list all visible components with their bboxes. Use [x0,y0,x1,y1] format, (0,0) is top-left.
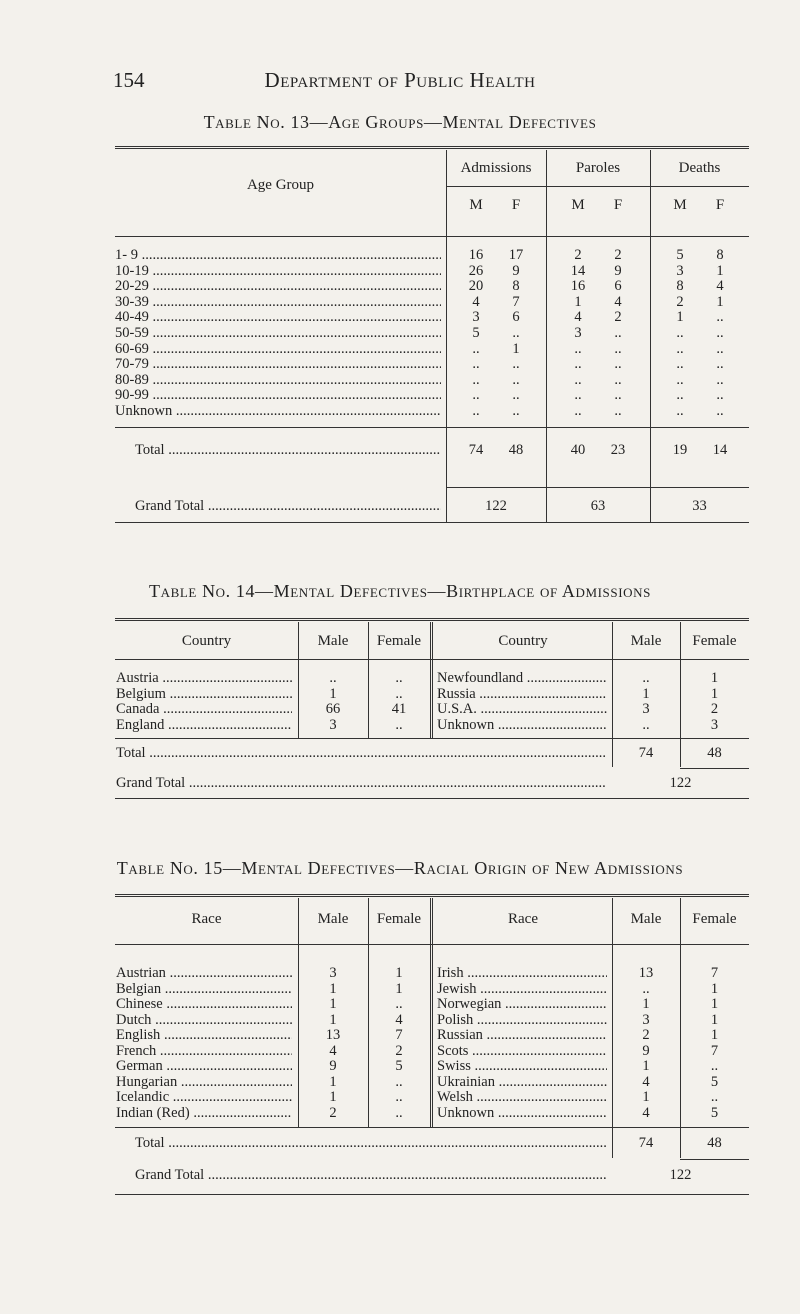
female-cell: .. [395,1073,403,1090]
table-14-grand-total-label: Grand Total ..... [116,775,606,791]
paroles-m-cell: 4 [574,309,582,326]
deaths-m-cell: .. [676,325,684,341]
deaths-m-cell: 8 [676,278,684,295]
deaths-f-cell: .. [716,356,724,373]
paroles-f-cell: 4 [614,293,622,310]
female-cell: .. [395,1104,403,1121]
race-label: Russian ..... [437,1027,607,1043]
country-label: England ..... [116,717,292,733]
female-cell: .. [710,1058,719,1074]
paroles-f-cell: 2 [614,247,622,263]
female-cell: 1 [710,996,719,1012]
age-group-label: Unknown ..... [115,403,441,419]
table-13-total-label: Total ..... [135,442,441,458]
male-cell: 1 [642,1089,650,1105]
deaths-f-cell: .. [716,340,724,357]
race-label: Chinese ..... [116,996,292,1012]
paroles-m-cell: .. [574,371,582,388]
age-group-header: Age Group [246,177,315,193]
total-deaths-f: 14 [712,442,728,458]
male-cell: 1 [329,1089,337,1105]
male-cell: 3 [329,965,337,981]
table-14-total-label: Total ..... [116,745,606,761]
male-cell: 13 [325,1027,341,1043]
deaths-m-cell: .. [676,403,684,419]
male-cell: .. [642,716,650,733]
paroles-f-cell: 9 [614,262,622,279]
male-cell: 3 [642,701,650,718]
admissions-f-cell: .. [512,403,520,419]
admissions-m-cell: .. [472,340,480,357]
admissions-f-cell: 8 [512,278,520,295]
admissions-f-cell: 9 [512,262,520,279]
age-group-label: 90-99 ..... [115,387,441,403]
deaths-m-cell: .. [676,371,684,388]
age-group-label: 40-49 ..... [115,309,441,325]
female-header-left: Female [376,633,422,649]
total-paroles-f: 23 [610,442,626,458]
age-group-label: 70-79 ..... [115,356,441,372]
admissions-m-cell: 5 [472,325,480,341]
paroles-f-cell: .. [614,403,622,419]
female-cell: 5 [710,1104,719,1121]
deaths-f-cell: .. [716,371,724,388]
age-group-label: 60-69 ..... [115,341,441,357]
deaths-m-cell: 2 [676,293,684,310]
female-cell: .. [395,685,403,702]
deaths-f-header: F [715,197,725,213]
admissions-f-cell: 1 [512,340,520,357]
paroles-m-cell: .. [574,356,582,373]
female-cell: 41 [391,701,407,718]
admissions-m-cell: .. [472,387,480,404]
age-group-label: 80-89 ..... [115,372,441,388]
female-cell: 3 [710,716,719,733]
paroles-f-header: F [613,197,623,213]
admissions-m-cell: 16 [468,247,484,263]
female-cell: 5 [395,1058,403,1074]
paroles-m-cell: 14 [570,262,586,279]
male-cell: 1 [329,980,337,997]
total-paroles-m: 40 [570,442,586,458]
table-15-grand-total-value: 122 [669,1167,692,1183]
paroles-header: Paroles [575,160,621,176]
admissions-f-cell: .. [512,371,520,388]
country-label: Unknown ..... [437,717,607,733]
paroles-f-cell: .. [614,387,622,404]
deaths-f-cell: .. [716,325,724,341]
female-cell: 1 [710,1027,719,1043]
table-14-total-female: 48 [707,745,722,761]
race-label: Polish ..... [437,1012,607,1028]
deaths-header: Deaths [678,160,721,176]
country-label: Canada ..... [116,701,292,717]
male-cell: 1 [642,996,650,1012]
country-label: Newfoundland ..... [437,670,607,686]
male-cell: 2 [642,1027,650,1043]
country-header-right: Country [498,633,548,649]
race-label: German ..... [116,1058,292,1074]
female-cell: 4 [395,1011,403,1028]
table-15-total-female: 48 [707,1135,722,1151]
country-header-left: Country [181,633,232,649]
male-cell: 66 [325,701,341,718]
paroles-f-cell: .. [614,371,622,388]
grand-total-paroles: 63 [590,498,606,514]
total-deaths-m: 19 [672,442,688,458]
female-cell: 7 [710,965,719,981]
grand-total-deaths: 33 [692,498,707,514]
admissions-f-cell: 6 [512,309,520,326]
paroles-f-cell: .. [614,325,622,341]
table-13-grand-total-label: Grand Total ..... [135,498,441,514]
race-label: Indian (Red) ..... [116,1105,292,1121]
deaths-f-cell: .. [716,403,724,419]
male-cell: 4 [642,1104,650,1121]
male-header-left: Male [317,911,349,927]
deaths-m-cell: .. [676,387,684,404]
table-15-grand-total-label: Grand Total ..... [135,1167,606,1183]
deaths-m-cell: .. [676,340,684,357]
paroles-m-cell: .. [574,387,582,404]
female-cell: .. [710,1089,719,1105]
paroles-m-header: M [571,197,585,213]
race-header-left: Race [191,911,222,927]
country-label: Belgium ..... [116,686,292,702]
female-cell: 1 [395,965,403,981]
paroles-m-cell: 1 [574,293,582,310]
paroles-m-cell: 2 [574,247,582,263]
admissions-f-cell: .. [512,387,520,404]
table-14-total-male: 74 [638,745,654,761]
female-cell: 2 [395,1042,403,1059]
female-cell: .. [395,716,403,733]
paroles-m-cell: 16 [570,278,586,295]
admissions-m-header: M [469,197,483,213]
race-label: Jewish ..... [437,981,607,997]
running-head: Department of Public Health [264,68,536,92]
female-cell: 2 [710,701,719,718]
deaths-f-cell: 8 [716,247,724,263]
male-cell: 4 [642,1073,650,1090]
paroles-f-cell: 6 [614,278,622,295]
total-admissions-m: 74 [468,442,484,458]
male-cell: 9 [642,1042,650,1059]
admissions-f-cell: .. [512,356,520,373]
admissions-f-cell: 7 [512,293,520,310]
deaths-m-cell: 1 [676,309,684,326]
race-label: Austrian ..... [116,965,292,981]
female-cell: 1 [710,1011,719,1028]
deaths-m-cell: 3 [676,262,684,279]
race-label: French ..... [116,1043,292,1059]
race-label: Irish ..... [437,965,607,981]
paroles-f-cell: .. [614,356,622,373]
paroles-f-cell: .. [614,340,622,357]
paroles-m-cell: 3 [574,325,582,341]
male-cell: 1 [329,996,337,1012]
race-label: Belgian ..... [116,981,292,997]
admissions-f-header: F [511,197,521,213]
table-14-title: Table No. 14—Mental Defectives—Birthplace of Admissions [149,581,651,601]
male-cell: 3 [642,1011,650,1028]
admissions-m-cell: .. [472,371,480,388]
total-admissions-f: 48 [508,442,524,458]
race-label: Dutch ..... [116,1012,292,1028]
male-header-right: Male [630,911,662,927]
male-cell: 13 [638,965,654,981]
age-group-label: 20-29 ..... [115,278,441,294]
table-15-total-male: 74 [638,1135,654,1151]
female-cell: 1 [710,685,719,702]
country-label: Russia ..... [437,686,607,702]
race-label: Icelandic ..... [116,1089,292,1105]
male-cell: 3 [329,716,337,733]
male-cell: 2 [329,1104,337,1121]
race-label: Hungarian ..... [116,1074,292,1090]
deaths-f-cell: 1 [716,262,724,279]
male-cell: .. [642,670,650,686]
paroles-f-cell: 2 [614,309,622,326]
male-cell: 1 [642,685,650,702]
race-header-right: Race [508,911,538,927]
deaths-f-cell: .. [716,309,724,326]
admissions-m-cell: 26 [468,262,484,279]
female-cell: 5 [710,1073,719,1090]
female-cell: .. [395,1089,403,1105]
admissions-m-cell: 20 [468,278,484,295]
deaths-m-cell: .. [676,356,684,373]
deaths-f-cell: 4 [716,278,724,295]
male-cell: 1 [329,1073,337,1090]
female-header-right: Female [692,911,737,927]
race-label: Welsh ..... [437,1089,607,1105]
female-cell: 1 [395,980,403,997]
table-15-total-label: Total ..... [135,1135,606,1151]
race-label: Norwegian ..... [437,996,607,1012]
age-group-label: 1- 9 ..... [115,247,441,263]
male-header-left: Male [317,633,349,649]
paroles-m-cell: .. [574,403,582,419]
female-cell: .. [395,670,403,686]
female-cell: 7 [395,1027,403,1043]
male-cell: 4 [329,1042,337,1059]
table-13-title: Table No. 13—Age Groups—Mental Defectives [203,112,597,132]
country-label: Austria ..... [116,670,292,686]
male-cell: 9 [329,1058,337,1074]
race-label: Swiss ..... [437,1058,607,1074]
race-label: English ..... [116,1027,292,1043]
deaths-f-cell: 1 [716,293,724,310]
female-cell: 1 [710,980,719,997]
deaths-m-cell: 5 [676,247,684,263]
country-label: U.S.A. ..... [437,701,607,717]
race-label: Scots ..... [437,1043,607,1059]
male-cell: .. [642,980,650,997]
paroles-m-cell: .. [574,340,582,357]
race-label: Unknown ..... [437,1105,607,1121]
deaths-f-cell: .. [716,387,724,404]
admissions-m-cell: 4 [472,293,480,310]
male-cell: 1 [642,1058,650,1074]
male-cell: .. [329,670,337,686]
age-group-label: 30-39 ..... [115,294,441,310]
age-group-label: 10-19 ..... [115,263,441,279]
female-header-left: Female [376,911,422,927]
female-header-right: Female [692,633,737,649]
admissions-f-cell: .. [512,325,520,341]
page-number: 154 [113,68,145,92]
female-cell: 1 [710,670,719,686]
deaths-m-header: M [673,197,687,213]
admissions-f-cell: 17 [508,247,524,263]
admissions-m-cell: .. [472,403,480,419]
female-cell: .. [395,996,403,1012]
admissions-m-cell: 3 [472,309,480,326]
female-cell: 7 [710,1042,719,1059]
male-cell: 1 [329,1011,337,1028]
race-label: Ukrainian ..... [437,1074,607,1090]
male-header-right: Male [630,633,662,649]
table-15-title: Table No. 15—Mental Defectives—Racial Origin of New Admissions [116,858,684,878]
table-14-grand-total-value: 122 [669,775,692,791]
admissions-header: Admissions [460,160,532,176]
grand-total-admissions: 122 [485,498,507,514]
admissions-m-cell: .. [472,356,480,373]
male-cell: 1 [329,685,337,702]
age-group-label: 50-59 ..... [115,325,441,341]
